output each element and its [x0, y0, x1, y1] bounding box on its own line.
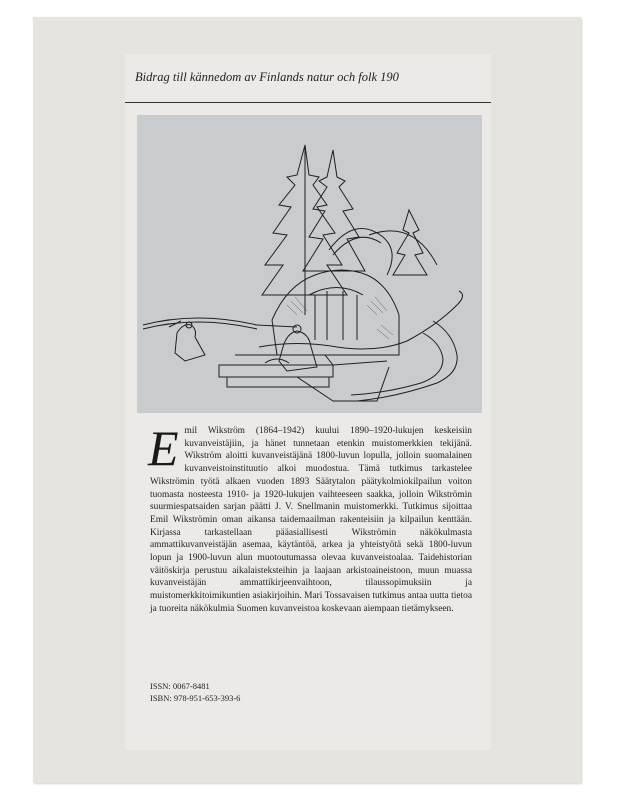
fountain-sketch-svg	[137, 115, 482, 413]
drop-cap: E	[148, 420, 179, 476]
isbn-label: ISBN: 978-951-653-393-6	[150, 692, 241, 703]
issn-label: ISSN: 0067-8481	[150, 681, 210, 691]
series-rule	[125, 102, 491, 103]
description-body: mil Wikström (1864–1942) kuului 1890–1920-lukujen keskeisiin kuvanveistäjiin, ja hänet tunnetaan etenkin muistomerkkien tekijänä. Wikström aloitti kuvanveistäjänä 1800-luvun lopulla, jolloin suomalainen kuvanveistoinstituutio alkoi muodostua. Tämä tutkimus tarkastelee Wikströmin työtä alkaen vuoden 1893 Säätytalon päätykolmiokilpailun voiton tuomasta nosteesta 1910- ja 1920-lukujen vaihteeseen saakka, jolloin Wikströmin suurmiespatsaiden sarjan päätti J. V. Snellmanin muistomerkki. Tutkimus sijoittaa Emil Wikströmin oman aikansa taidemaailman rakenteisiin ja kilpailun kenttään. Kirjassa tarkastellaan pääasiallisesti Wikströmin näkökulmasta ammattikuvanveistäjän asemaa, käytäntöä, arkea ja yhteistyötä sekä 1800-luvun lopun ja 1900-luvun alun muotoutumassa olevaa kuvanveistoalaa. Taidehistorian väitöskirja perustuu aikalaisteksteihin ja laajaan arkistoaineistoon, muun muassa kuvanveistäjän ammattikirjeenvaihtoon, tilaussopimuksiin ja muistomerkkitoimikuntien asiakirjoihin. Mari Tossavaisen tutkimus antaa uutta tietoa ja tuoreita näkökulmia Suomen kuvanveistoa koskevaan aiempaan tietämykseen.	[150, 426, 472, 614]
fountain-illustration	[137, 115, 482, 413]
identifier-block	[150, 681, 240, 704]
description-text	[148, 420, 472, 616]
series-title: Bidrag till kännedom av Finlands natur och folk 190	[135, 70, 399, 84]
